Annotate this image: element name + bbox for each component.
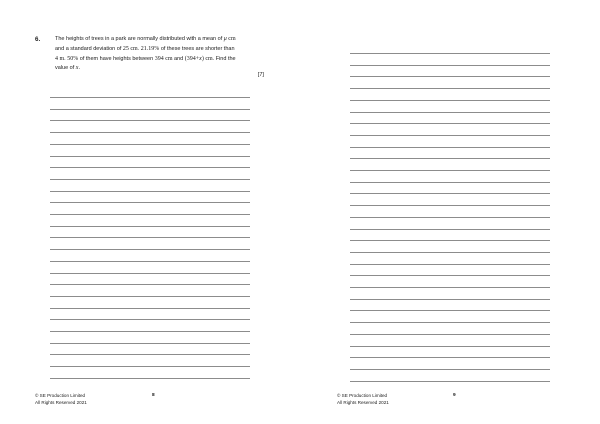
answer-line: [50, 109, 250, 110]
answer-line: [350, 135, 550, 136]
answer-line: [350, 357, 550, 358]
answer-line: [350, 112, 550, 113]
math-expression: (394+: [184, 55, 200, 62]
answer-line: [50, 156, 250, 157]
answer-line: [350, 240, 550, 241]
question-text-run: .: [137, 45, 141, 52]
answer-lines-right: [350, 53, 550, 387]
answer-line: [50, 144, 250, 145]
answer-line: [350, 182, 550, 183]
answer-line: [350, 205, 550, 206]
answer-line: [350, 147, 550, 148]
answer-line: [350, 369, 550, 370]
answer-line: [50, 202, 250, 203]
answer-line: [50, 237, 250, 238]
answer-line: [350, 275, 550, 276]
answer-line: [350, 217, 550, 218]
question-text-run: and a standard deviation of: [55, 45, 123, 52]
answer-line: [50, 261, 250, 262]
answer-line: [350, 100, 550, 101]
answer-line: [350, 252, 550, 253]
question-marks: [7]: [257, 72, 264, 78]
answer-line: [350, 65, 550, 66]
copyright-notice: [35, 393, 87, 406]
copyright-line-1: © SE Production Limited: [35, 393, 86, 398]
question-text: [55, 35, 265, 74]
math-expression: μ: [223, 36, 227, 42]
question-line: [55, 64, 265, 74]
answer-line: [50, 249, 250, 250]
answer-line: [50, 378, 250, 379]
question-text-run: of these trees are shorter than: [159, 45, 235, 52]
question-text-run: The heights of trees in a park are normally distributed with a mean of: [55, 36, 224, 42]
question-text-run: . Find the: [212, 55, 236, 62]
question-text-run: .: [78, 65, 80, 72]
answer-line: [350, 322, 550, 323]
math-expression: 21.19%: [140, 45, 160, 52]
answer-line: [350, 88, 550, 89]
answer-line: [50, 296, 250, 297]
answer-line: [50, 284, 250, 285]
page-number: 8: [152, 393, 155, 398]
answer-line: [350, 346, 550, 347]
answer-line: [50, 167, 250, 168]
answer-line: [350, 334, 550, 335]
answer-line: [350, 229, 550, 230]
math-expression: ) cm: [201, 55, 213, 62]
answer-line: [350, 381, 550, 382]
answer-line: [50, 132, 250, 133]
answer-line: [350, 287, 550, 288]
copyright-line-2: All Rights Reserved 2021: [337, 399, 389, 405]
answer-line: [50, 226, 250, 227]
page-number: 9: [453, 393, 456, 398]
question-line: [55, 45, 265, 55]
answer-line: [50, 343, 250, 344]
answer-line: [350, 299, 550, 300]
answer-line: [50, 120, 250, 121]
question-text-run: value of: [55, 65, 76, 72]
answer-line: [50, 308, 250, 309]
copyright-notice: [337, 393, 389, 406]
question-number: 6.: [35, 36, 41, 43]
math-expression: 25 cm: [122, 45, 138, 52]
math-expression: x: [75, 65, 79, 72]
answer-line: [50, 273, 250, 274]
answer-line: [50, 97, 250, 98]
answer-line: [50, 354, 250, 355]
math-expression: x: [199, 55, 202, 62]
question-text-run: .: [64, 55, 68, 62]
answer-line: [50, 366, 250, 367]
answer-line: [350, 53, 550, 54]
answer-line: [350, 264, 550, 265]
answer-line: [50, 191, 250, 192]
answer-line: [350, 76, 550, 77]
answer-line: [350, 170, 550, 171]
answer-line: [50, 319, 250, 320]
answer-lines-left: [50, 97, 250, 387]
answer-line: [50, 179, 250, 180]
copyright-line-2: All Rights Reserved 2021: [35, 399, 87, 405]
question-line: [55, 35, 265, 45]
answer-line: [350, 123, 550, 124]
answer-line: [350, 193, 550, 194]
answer-line: [50, 331, 250, 332]
copyright-line-1: © SE Production Limited: [337, 393, 388, 398]
answer-line: [350, 310, 550, 311]
answer-line: [50, 214, 250, 215]
math-expression: cm: [226, 36, 236, 42]
math-expression: 4 m: [55, 55, 65, 62]
question-text-run: of them have heights between: [78, 55, 155, 62]
question-line: [55, 55, 265, 65]
math-expression: 50%: [67, 55, 79, 62]
math-expression: 394 cm: [154, 55, 173, 62]
answer-line: [350, 158, 550, 159]
question-text-run: and: [172, 55, 185, 62]
